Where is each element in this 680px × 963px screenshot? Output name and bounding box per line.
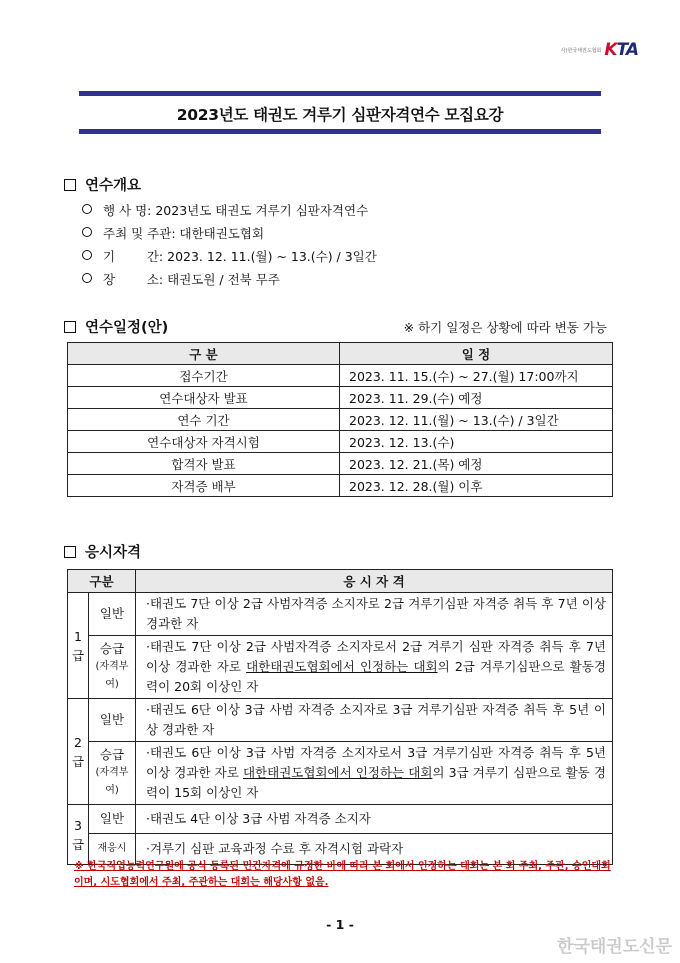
- requirement-cell: ·겨루기 심판 교육과정 수료 후 자격시험 과락자: [136, 834, 613, 865]
- circle-bullet-icon: [82, 227, 92, 237]
- grade-cell: 3급: [68, 805, 89, 865]
- type-cell: 일반: [89, 699, 136, 742]
- section-heading-schedule: 연수일정(안): [64, 316, 168, 337]
- requirement-cell: ·태권도 7단 이상 2급 사범자격증 소지자로서 2급 겨루기 심판 자격증 취득 후 7년 이상 경과한 자로 대한태권도협회에서 인정하는 대회의 2급 겨루기심판으로 활동경력이 20회 이상인 자: [136, 636, 613, 699]
- checkbox-square-icon: [64, 546, 76, 558]
- checkbox-square-icon: [64, 321, 76, 333]
- table-row: 접수기간 2023. 11. 15.(수) ~ 27.(월) 17:00까지: [68, 365, 613, 387]
- requirement-cell: ·태권도 7단 이상 2급 사범자격증 소지자로 2급 겨루기심판 자격증 취득 후 7년 이상 경과한 자: [136, 593, 613, 636]
- table-row: [68, 636, 613, 699]
- type-cell: 재응시: [89, 834, 136, 865]
- table-header: 구분: [68, 570, 136, 593]
- checkbox-square-icon: [64, 179, 76, 191]
- table-header-row: [68, 343, 613, 365]
- overview-item: 행 사 명: 2023년도 태권도 겨루기 심판자격연수: [82, 201, 368, 219]
- table-row: 자격증 배부 2023. 12. 28.(월) 이후: [68, 475, 613, 497]
- section-heading-overview: 연수개요: [64, 174, 141, 195]
- type-cell: 승급 (자격부여): [89, 742, 136, 805]
- requirement-cell: ·태권도 6단 이상 3급 사범 자격증 소지자로서 3급 겨루기심판 자격증 취득 후 5년 이상 경과한 자로 대한태권도협회에서 인정하는 대회의 3급 겨루기 심판으로 활동 경력이 15회 이상인 자: [136, 742, 613, 805]
- grade-cell: 1급: [68, 593, 89, 699]
- table-header-row: [68, 570, 613, 593]
- overview-item: 기 간: 2023. 12. 11.(월) ~ 13.(수) / 3일간: [82, 247, 377, 265]
- title-top-bar: [79, 91, 601, 96]
- table-header: 일 정: [340, 343, 613, 365]
- page-title: 2023년도 태권도 겨루기 심판자격연수 모집요강: [176, 106, 504, 124]
- schedule-table: [67, 342, 613, 497]
- overview-item: 주최 및 주관: 대한태권도협회: [82, 224, 264, 242]
- table-row: [68, 699, 613, 742]
- requirement-cell: ·태권도 6단 이상 3급 사범 자격증 소지자로 3급 겨루기심판 자격증 취득 후 5년 이상 경과한 자: [136, 699, 613, 742]
- circle-bullet-icon: [82, 204, 92, 214]
- overview-item: 장 소: 태권도원 / 전북 무주: [82, 270, 280, 288]
- table-row: 연수 기간 2023. 12. 11.(월) ~ 13.(수) / 3일간: [68, 409, 613, 431]
- table-row: 연수대상자 자격시험 2023. 12. 13.(수): [68, 431, 613, 453]
- table-header: 응 시 자 격: [136, 570, 613, 593]
- table-row: [68, 805, 613, 834]
- section-heading-eligibility: 응시자격: [64, 541, 141, 562]
- kta-logo: [561, 40, 638, 60]
- table-row: 연수대상자 발표 2023. 11. 29.(수) 예정: [68, 387, 613, 409]
- circle-bullet-icon: [82, 250, 92, 260]
- title-bottom-bar: [79, 129, 601, 134]
- type-cell: 일반: [89, 593, 136, 636]
- requirement-cell: ·태권도 4단 이상 3급 사범 자격증 소지자: [136, 805, 613, 834]
- logo-mark: KTA: [604, 40, 638, 60]
- table-header: 구 분: [68, 343, 340, 365]
- eligibility-table: [67, 569, 613, 865]
- grade-cell: 2급: [68, 699, 89, 805]
- circle-bullet-icon: [82, 273, 92, 283]
- logo-small-text: 사)한국태권도협회: [560, 47, 602, 54]
- type-cell: 승급 (자격부여): [89, 636, 136, 699]
- table-row: [68, 593, 613, 636]
- page-number: - 1 -: [326, 917, 354, 932]
- table-row: [68, 742, 613, 805]
- table-row: 합격자 발표 2023. 12. 21.(목) 예정: [68, 453, 613, 475]
- watermark: 한국태권도신문: [557, 937, 672, 957]
- type-cell: 일반: [89, 805, 136, 834]
- schedule-note: ※ 하기 일정은 상황에 따라 변동 가능: [403, 320, 607, 335]
- footnote: ※ 한국직업능력연구원에 공식 등록된 민간자격에 규정한 바에 따라 본 회에서 인정하는 대회는 본 회 주최, 주관, 승인대회이며, 시도협회에서 주최, 주관하는 대회는 해당사항 없음.: [74, 861, 611, 888]
